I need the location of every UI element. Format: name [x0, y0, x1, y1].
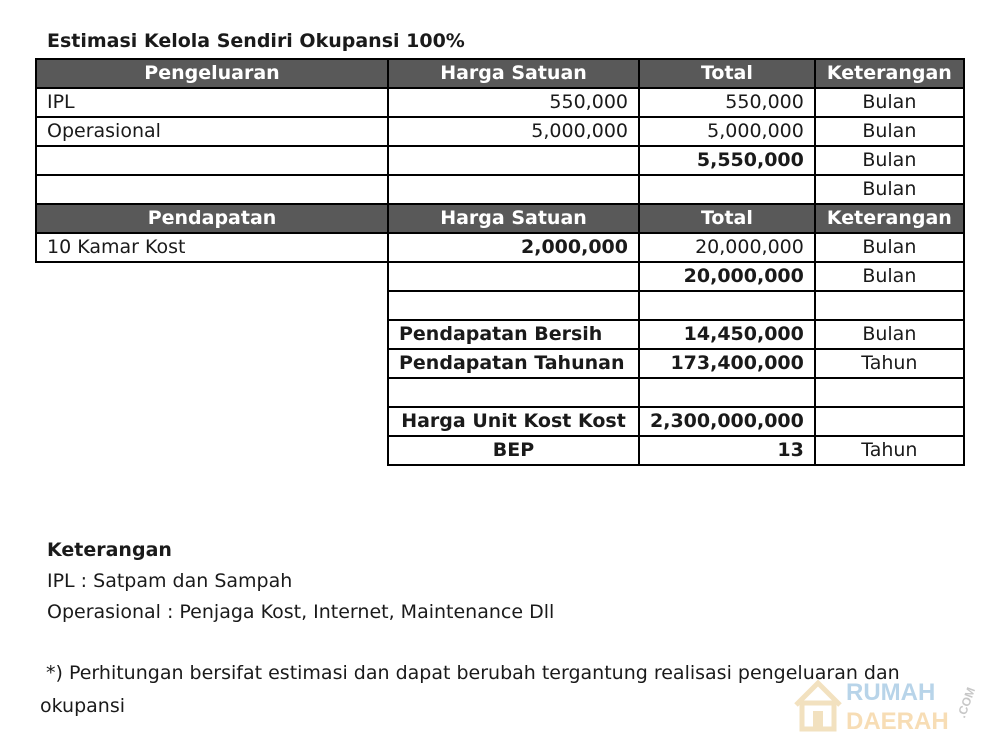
summary-row	[36, 320, 964, 349]
table-row	[36, 175, 964, 204]
note-cell: Bulan	[815, 117, 964, 146]
price-cell	[388, 175, 639, 204]
note-cell: Bulan	[815, 88, 964, 117]
summary-value: 13	[639, 436, 815, 465]
summary-value	[639, 378, 815, 407]
price-cell: 5,000,000	[388, 117, 639, 146]
empty-cell	[36, 378, 388, 407]
item-cell: Operasional	[36, 117, 388, 146]
header-cell: Harga Satuan	[388, 59, 639, 88]
summary-note: Tahun	[815, 436, 964, 465]
summary-row	[36, 407, 964, 436]
summary-note: Bulan	[815, 320, 964, 349]
total-cell: 5,000,000	[639, 117, 815, 146]
disclaimer-line: *) Perhitungan bersifat estimasi dan dapat berubah tergantung realisasi pengeluaran dan	[46, 662, 900, 684]
total-cell	[639, 175, 815, 204]
header-cell: Keterangan	[815, 204, 964, 233]
total-cell: 20,000,000	[639, 233, 815, 262]
summary-label	[388, 291, 639, 320]
summary-value	[639, 291, 815, 320]
header-cell: Keterangan	[815, 59, 964, 88]
note-line: IPL : Satpam dan Sampah	[47, 570, 293, 592]
item-cell: 10 Kamar Kost	[36, 233, 388, 262]
summary-label: Pendapatan Bersih	[388, 320, 639, 349]
table-row	[36, 117, 964, 146]
summary-label: BEP	[388, 436, 639, 465]
header-cell: Pendapatan	[36, 204, 388, 233]
empty-cell	[36, 436, 388, 465]
empty-cell	[36, 407, 388, 436]
estimate-table	[35, 58, 965, 466]
summary-note	[815, 378, 964, 407]
header-cell: Total	[639, 204, 815, 233]
note-cell: Bulan	[815, 175, 964, 204]
summary-label	[388, 378, 639, 407]
summary-row	[36, 349, 964, 378]
table-row	[36, 233, 964, 262]
empty-cell	[36, 349, 388, 378]
summary-value: 173,400,000	[639, 349, 815, 378]
summary-label: Pendapatan Tahunan	[388, 349, 639, 378]
expense-header-row	[36, 59, 964, 88]
note-cell: Bulan	[815, 146, 964, 175]
summary-note	[815, 407, 964, 436]
summary-value: 20,000,000	[639, 262, 815, 291]
income-header-row	[36, 204, 964, 233]
summary-row	[36, 291, 964, 320]
empty-cell	[36, 291, 388, 320]
summary-note	[815, 291, 964, 320]
total-cell: 550,000	[639, 88, 815, 117]
header-cell: Total	[639, 59, 815, 88]
summary-label	[388, 262, 639, 291]
expense-total-cell: 5,550,000	[639, 146, 815, 175]
notes-title: Keterangan	[47, 539, 172, 561]
watermark-suffix: .COM	[954, 685, 979, 720]
summary-row	[36, 436, 964, 465]
header-cell: Harga Satuan	[388, 204, 639, 233]
watermark-word2: DAERAH	[846, 708, 949, 735]
sheet-title: Estimasi Kelola Sendiri Okupansi 100%	[47, 30, 465, 52]
price-cell: 2,000,000	[388, 233, 639, 262]
header-cell: Pengeluaran	[36, 59, 388, 88]
summary-label: Harga Unit Kost Kost	[388, 407, 639, 436]
disclaimer-line: okupansi	[40, 695, 126, 717]
house-icon	[796, 683, 840, 729]
price-cell: 550,000	[388, 88, 639, 117]
item-cell	[36, 175, 388, 204]
summary-value: 14,450,000	[639, 320, 815, 349]
summary-row	[36, 262, 964, 291]
summary-row	[36, 378, 964, 407]
summary-note: Tahun	[815, 349, 964, 378]
empty-cell	[36, 320, 388, 349]
note-cell: Bulan	[815, 233, 964, 262]
watermark-logo	[792, 673, 988, 735]
note-line: Operasional : Penjaga Kost, Internet, Maintenance Dll	[47, 601, 555, 623]
summary-value: 2,300,000,000	[639, 407, 815, 436]
empty-cell	[36, 262, 388, 291]
notes-section	[47, 535, 554, 628]
price-cell	[388, 146, 639, 175]
summary-note: Bulan	[815, 262, 964, 291]
watermark-word1: RUMAH	[846, 679, 936, 706]
table-row	[36, 146, 964, 175]
item-cell: IPL	[36, 88, 388, 117]
item-cell	[36, 146, 388, 175]
table-row	[36, 88, 964, 117]
